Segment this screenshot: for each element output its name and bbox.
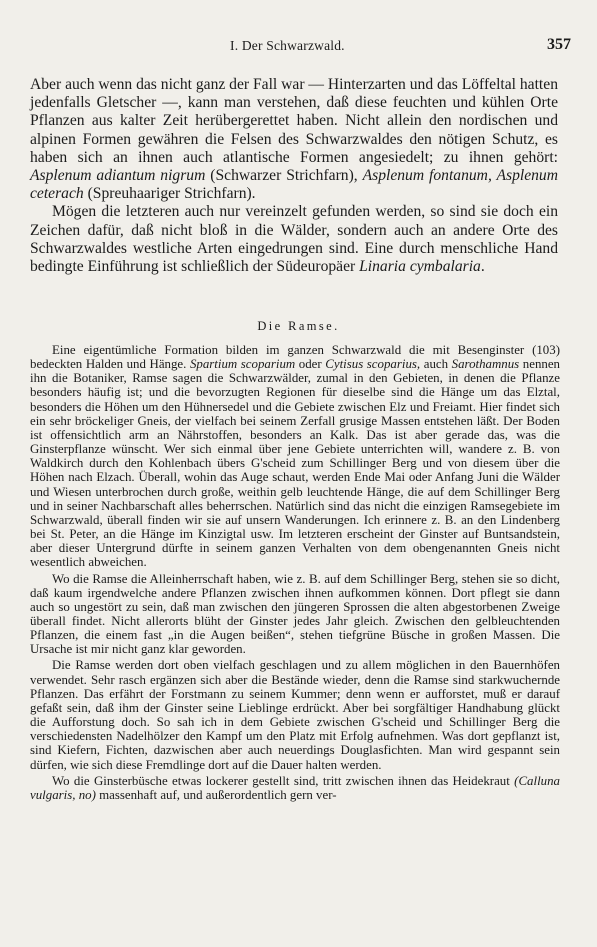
species-name: Linaria cymbalaria (359, 258, 481, 276)
text-run: oder (295, 357, 326, 372)
intro-text (30, 76, 558, 276)
text-run: (Schwarzer Strichfarn), (205, 167, 363, 185)
species-name: Asplenum fontanum, Asplenum ceterach (30, 167, 558, 203)
text-run: Mögen die letzteren auch nur vereinzelt gefunden werden, so sind sie doch ein Zeichen dafür, daß nicht bloß in die Wälder, sondern auch an andere Orte des Schwarzwaldes westliche Arten eingedrungen sind. Eine durch menschliche Hand bedingte Einführung ist schließlich der Südeuropäer (30, 203, 558, 276)
species-name: Sarothamnus (451, 357, 520, 372)
page-header (40, 38, 575, 60)
intro-paragraph-2 (30, 203, 558, 276)
text-run: . (480, 258, 485, 276)
ramse-paragraph-3: Die Ramse werden dort oben vielfach geschlagen und zu allem möglichen in den Bauernhöfen verwendet. Sehr rasch ergänzen sich aber die Bestände wieder, denn die Ramse sind starkwuchernde Pflanzen. Das erfährt der Forstmann zu seinem Kummer; denn wenn er aufforstet, muß er darauf gefaßt sein, daß ihm der Ginster seine Lieblinge erdrückt. Aber bei sorgfältiger Handhabung glückt die Aufforstung doch. So sah ich in dem Gebiete zwischen G'scheid und Schillinger Berg die verschiedensten Nadelhölzer den Kampf um den Platz mit Erfolg aufnehmen. Was dort gepflanzt ist, sind Kiefern, Fichten, dazwischen aber auch neuerdings Douglasfichten. Man wird gespannt sein dürfen, wie sich diese Fremdlinge dort auf die Dauer halten werden. (30, 658, 560, 772)
text-run: Aber auch wenn das nicht ganz der Fall war — Hinterzarten und das Löffeltal hatten jedenfalls Gletscher —, kann man verstehen, daß diese feuchten und kühlen Orte Pflanzen aus kalter Zeit herübergerettet haben. Nicht allein den nordischen und alpinen Formen gewähren die Felsen des Schwarzwaldes den nötigen Schutz, es haben sich an ihnen auch atlantische Formen angesiedelt; zu ihnen gehört: (30, 76, 558, 166)
text-run: nennen ihn die Botaniker, Ramse sagen die Schwarzwälder, zumal in den Gebieten, in denen die Pflanze besonders häufig ist; und die bevorzugten Regionen für dieselbe sind die Hänge um das Elztal, besonders die Höhen um den Hühnersedel und die Gebiete zwischen Elz und Freiamt. Hier findet sich ein sehr bröckeliger Gneis, der vielfach bei seinem Zerfall grusige Massen entstehen läßt. Der Boden ist offensichtlich arm an Nährstoffen, besonders an Kalk. Das ist aber gerade das, was die Ginsterpflanze wünscht. Wer sich einmal über jene Gebiete unterrichten will, wandere z. B. von Waldkirch durch den Kohlenbach übers G'scheid zum Schillinger Berg und von diesem über die Höhen nach Elzach. Überall, wohin das Auge schaut, werden Ende Mai oder Anfang Juni die Wälder und Wiesen unterbrochen durch große, weithin gelb leuchtende Hänge, die auf dem Schillinger Berg und in seiner Nachbarschaft alles beherrschen. Natürlich sind das nicht die einzigen Ramsegebiete im Schwarzwald, überall finden wir sie auf unsern Wanderungen. Ich erinnere z. B. an den Lindenberg bei St. Peter, an die Hänge im Kinzigtal usw. Im letzteren erscheint der Ginster auf Buntsandstein, aber dieser Untergrund dürfte in seinem ganzen Verhalten von dem obengenannten Gneis nicht wesentlich abweichen. (30, 357, 560, 570)
ramse-paragraph-4 (30, 774, 560, 802)
page-number: 357 (547, 36, 571, 53)
running-head: I. Der Schwarzwald. (230, 38, 345, 53)
ramse-paragraph-1 (30, 343, 560, 570)
text-run: Eine eigentümliche Formation bilden im ganzen Schwarzwald die mit Besenginster (103) bedeckten Halden und Hänge. (30, 343, 560, 372)
species-name: Spartium scoparium (189, 357, 296, 372)
species-name: Asplenum adiantum nigrum (30, 167, 206, 185)
section-text (30, 343, 560, 802)
species-name: Cytisus scoparius, (325, 357, 421, 372)
section-heading: Die Ramse. (257, 319, 340, 333)
species-name: (Calluna vulgaris, no) (30, 773, 560, 802)
intro-paragraph-1 (30, 76, 558, 203)
ramse-paragraph-2: Wo die Ramse die Alleinherrschaft haben, wie z. B. auf dem Schillinger Berg, stehen sie so dicht, daß kaum irgendwelche andere Pflanzen zwischen ihnen aufkommen können. Dort pflegt sie dann auch so ungestört zu sein, daß man zwischen den jüngeren Sprossen die alten abgestorbenen Zweige überall findet. Nicht allerorts blüht der Ginster jedes Jahr gleich. Zwischen den gelbleuchtenden Pflanzen, die einem fast „in die Augen beißen“, stehen tiefgrüne Büsche in großen Massen. Die Ursache ist mir nicht ganz klar geworden. (30, 571, 560, 657)
text-run: auch (420, 357, 452, 372)
text-run: (Spreuhaariger Strichfarn). (83, 185, 256, 203)
text-run: Wo die Ginsterbüsche etwas lockerer gestellt sind, tritt zwischen ihnen das Heidekraut (52, 773, 515, 788)
text-run: massenhaft auf, und außerordentlich gern ver- (95, 787, 337, 802)
